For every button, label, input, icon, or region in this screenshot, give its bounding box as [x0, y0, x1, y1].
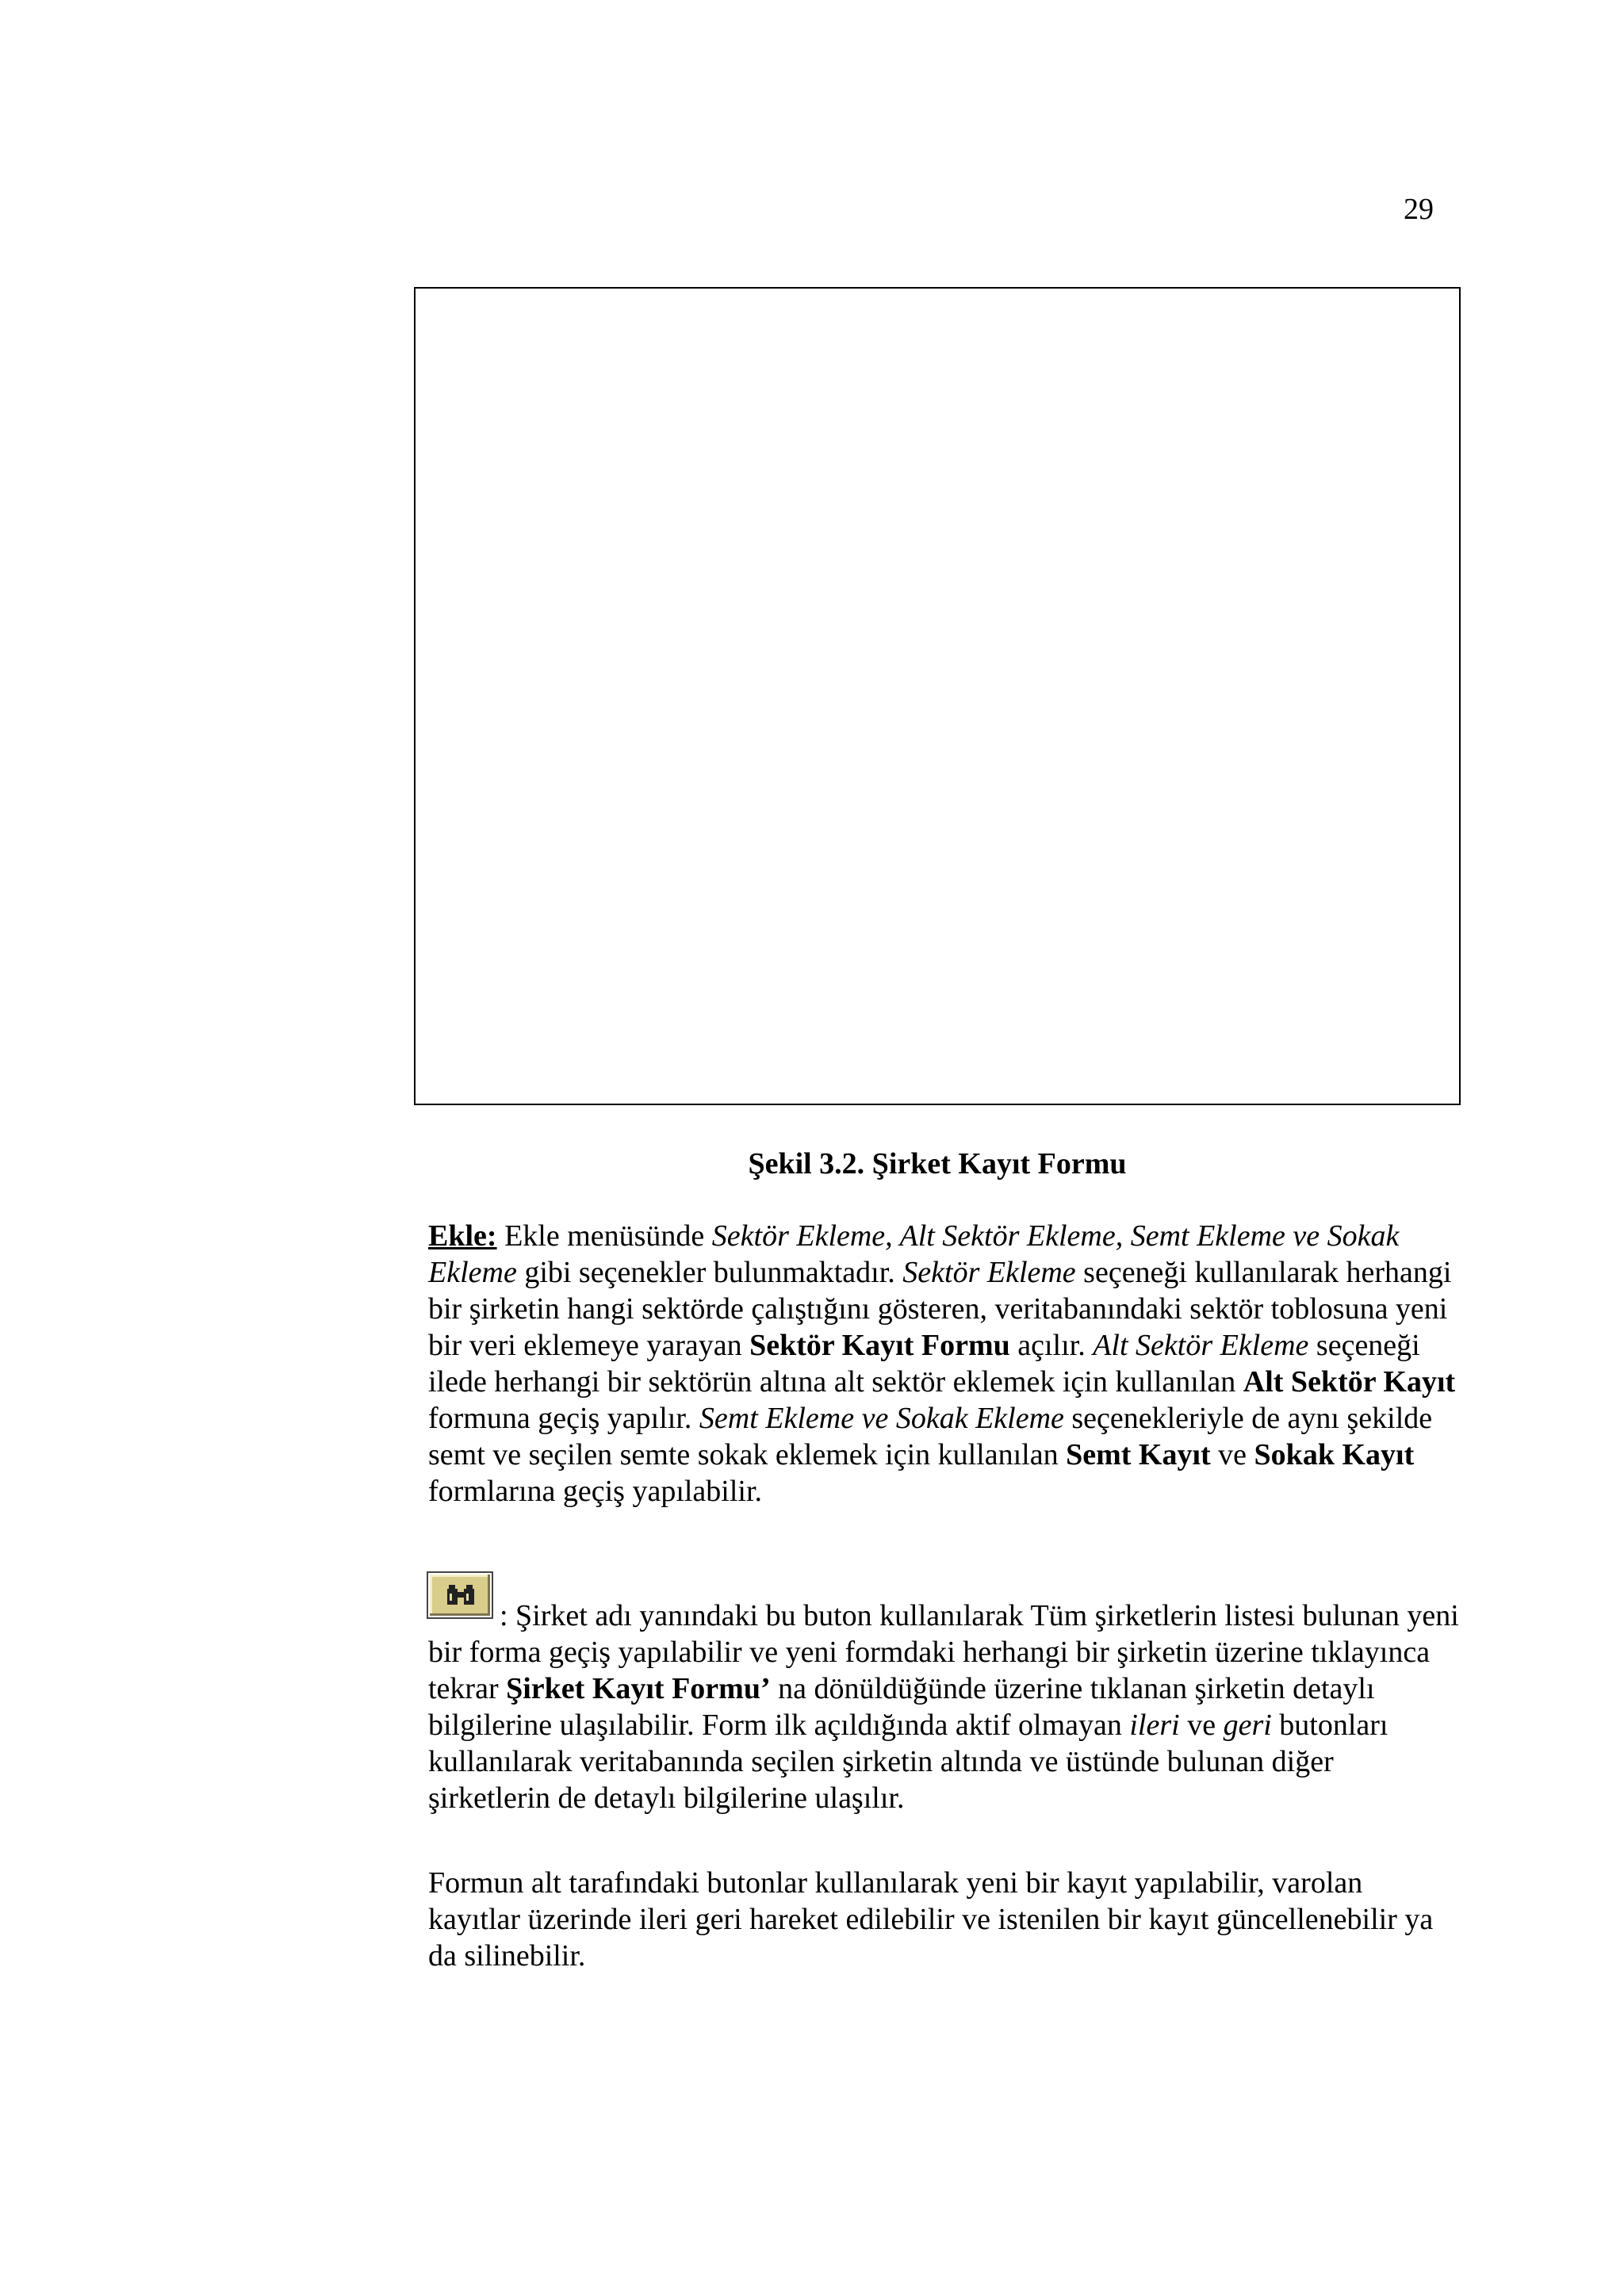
text: formlarına geçiş yapılabilir.	[428, 1475, 763, 1508]
figure-placeholder	[414, 287, 1461, 1105]
italic-text: Sektör Ekleme, Alt Sektör Ekleme, Semt Ekleme ve Sokak Ekleme	[428, 1219, 1400, 1289]
italic-text: ileri	[1129, 1709, 1180, 1742]
bold-text: Sektör Kayıt Formu	[749, 1329, 1010, 1362]
text: formuna geçiş yapılır.	[428, 1402, 699, 1435]
page-number: 29	[1404, 193, 1434, 226]
text: seçeneği kullanılarak herhangi bir şirketin hangi sektörde çalıştığını gösteren, veritabanındaki sektör toblosuna yeni bir veri eklemeye yarayan	[428, 1256, 1452, 1362]
text: ve	[1179, 1709, 1224, 1742]
text: : Şirket adı yanındaki bu buton kullanılarak Tüm şirketlerin listesi bulunan yeni bir forma geçiş yapılabilir ve yeni formdaki herhangi bir şirketin üzerine tıklayınca tekrar	[428, 1599, 1459, 1705]
text: Ekle menüsünde	[496, 1219, 712, 1253]
figure-caption: Şekil 3.2. Şirket Kayıt Formu	[748, 1147, 1127, 1181]
text: gibi seçenekler bulunmaktadır.	[516, 1256, 903, 1289]
ekle-label: Ekle:	[428, 1219, 497, 1253]
text: seçeneği ilede herhangi bir sektörün altına alt sektör eklemek için kullanılan	[428, 1329, 1420, 1399]
bold-text: Alt Sektör Kayıt	[1243, 1365, 1456, 1399]
italic-text: Semt Ekleme ve Sokak Ekleme	[699, 1402, 1064, 1435]
paragraph-ekle	[428, 1218, 1459, 1510]
text: seçenekleriyle de aynı şekilde semt ve seçilen semte sokak eklemek için kullanılan	[428, 1402, 1433, 1471]
bold-text: Şirket Kayıt Formu’	[506, 1672, 771, 1705]
text: na dönüldüğünde üzerine tıklanan şirketin detaylı bilgilerine ulaşılabilir. Form ilk açıldığında aktif olmayan	[428, 1672, 1375, 1742]
italic-text: geri	[1223, 1709, 1272, 1742]
bold-text: Semt Kayıt	[1066, 1438, 1211, 1471]
paragraph-search-button	[428, 1586, 1459, 1816]
paragraph-bottom-buttons: Formun alt tarafındaki butonlar kullanılarak yeni bir kayıt yapılabilir, varolan kayıtlar üzerinde ileri geri hareket edilebilir ve istenilen bir kayıt güncellenebilir ya da silinebilir.	[428, 1866, 1434, 1973]
bold-text: Sokak Kayıt	[1254, 1438, 1415, 1471]
text: açılır.	[1009, 1329, 1094, 1362]
italic-text: Alt Sektör Ekleme	[1093, 1329, 1309, 1362]
italic-text: Sektör Ekleme	[902, 1256, 1076, 1289]
text: butonları kullanılarak veritabanında seçilen şirketin altında ve üstünde bulunan diğer şirketlerin de detaylı bilgilerine ulaşılır.	[428, 1709, 1388, 1815]
binoculars-icon	[428, 1573, 492, 1617]
text: ve	[1210, 1438, 1254, 1471]
